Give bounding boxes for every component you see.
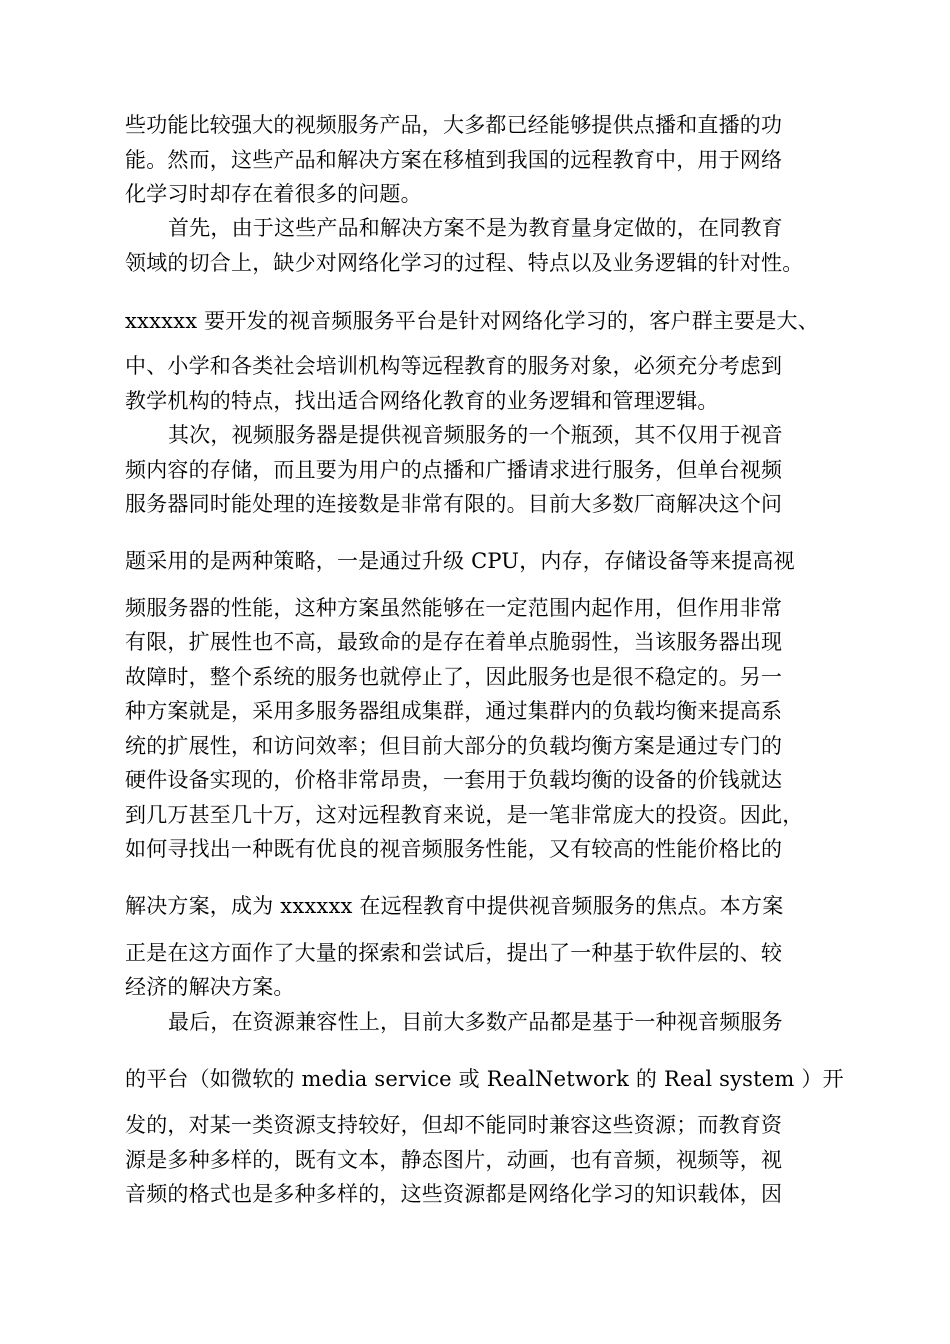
text-line: 其次，视频服务器是提供视音频服务的一个瓶颈，其不仅用于视音 <box>168 423 783 447</box>
text-line: 频内容的存储，而且要为用户的点播和广播请求进行服务，但单台视频 <box>125 458 783 482</box>
text-line: 的平台（如微软的 media service 或 RealNetwork 的 Real system ）开 <box>125 1067 844 1091</box>
text-line: 最后，在资源兼容性上，目前大多数产品都是基于一种视音频服务 <box>168 1010 783 1034</box>
text-line: 硬件设备实现的，价格非常昂贵，一套用于负载均衡的设备的价钱就达 <box>125 768 783 792</box>
text-line: 频服务器的性能，这种方案虽然能够在一定范围内起作用，但作用非常 <box>125 596 783 620</box>
text-line: 首先，由于这些产品和解决方案不是为教育量身定做的，在同教育 <box>168 216 783 240</box>
text-line: 题采用的是两种策略，一是通过升级 CPU，内存，存储设备等来提高视 <box>125 549 795 573</box>
text-line: 经济的解决方案。 <box>125 975 295 999</box>
text-line: 教学机构的特点，找出适合网络化教育的业务逻辑和管理逻辑。 <box>125 389 719 413</box>
text-line: 正是在这方面作了大量的探索和尝试后，提出了一种基于软件层的、较 <box>125 941 783 965</box>
text-line: 有限，扩展性也不高，最致命的是存在着单点脆弱性，当该服务器出现 <box>125 630 783 654</box>
text-line: 些功能比较强大的视频服务产品，大多都已经能够提供点播和直播的功 <box>125 113 783 137</box>
text-line: 故障时，整个系统的服务也就停止了，因此服务也是很不稳定的。另一 <box>125 665 783 689</box>
text-line: 解决方案，成为 xxxxxx 在远程教育中提供视音频服务的焦点。本方案 <box>125 894 784 918</box>
text-line: 领域的切合上，缺少对网络化学习的过程、特点以及业务逻辑的针对性。 <box>125 251 804 275</box>
text-line: 统的扩展性，和访问效率；但目前大部分的负载均衡方案是通过专门的 <box>125 734 783 758</box>
text-line: 种方案就是，采用多服务器组成集群，通过集群内的负载均衡来提高系 <box>125 699 783 723</box>
text-line: 服务器同时能处理的连接数是非常有限的。目前大多数厂商解决这个问 <box>125 492 783 516</box>
text-line: 如何寻找出一种既有优良的视音频服务性能，又有较高的性能价格比的 <box>125 837 783 861</box>
text-line: xxxxxx 要开发的视音频服务平台是针对网络化学习的，客户群主要是大、 <box>125 309 819 333</box>
text-line: 音频的格式也是多种多样的，这些资源都是网络化学习的知识载体，因 <box>125 1182 783 1206</box>
text-line: 能。然而，这些产品和解决方案在移植到我国的远程教育中，用于网络 <box>125 148 783 172</box>
text-line: 到几万甚至几十万，这对远程教育来说，是一笔非常庞大的投资。因此， <box>125 803 804 827</box>
text-line: 源是多种多样的，既有文本，静态图片，动画，也有音频，视频等，视 <box>125 1148 783 1172</box>
text-line: 发的，对某一类资源支持较好，但却不能同时兼容这些资源；而教育资 <box>125 1113 783 1137</box>
text-line: 化学习时却存在着很多的问题。 <box>125 182 422 206</box>
text-line: 中、小学和各类社会培训机构等远程教育的服务对象，必须充分考虑到 <box>125 354 783 378</box>
